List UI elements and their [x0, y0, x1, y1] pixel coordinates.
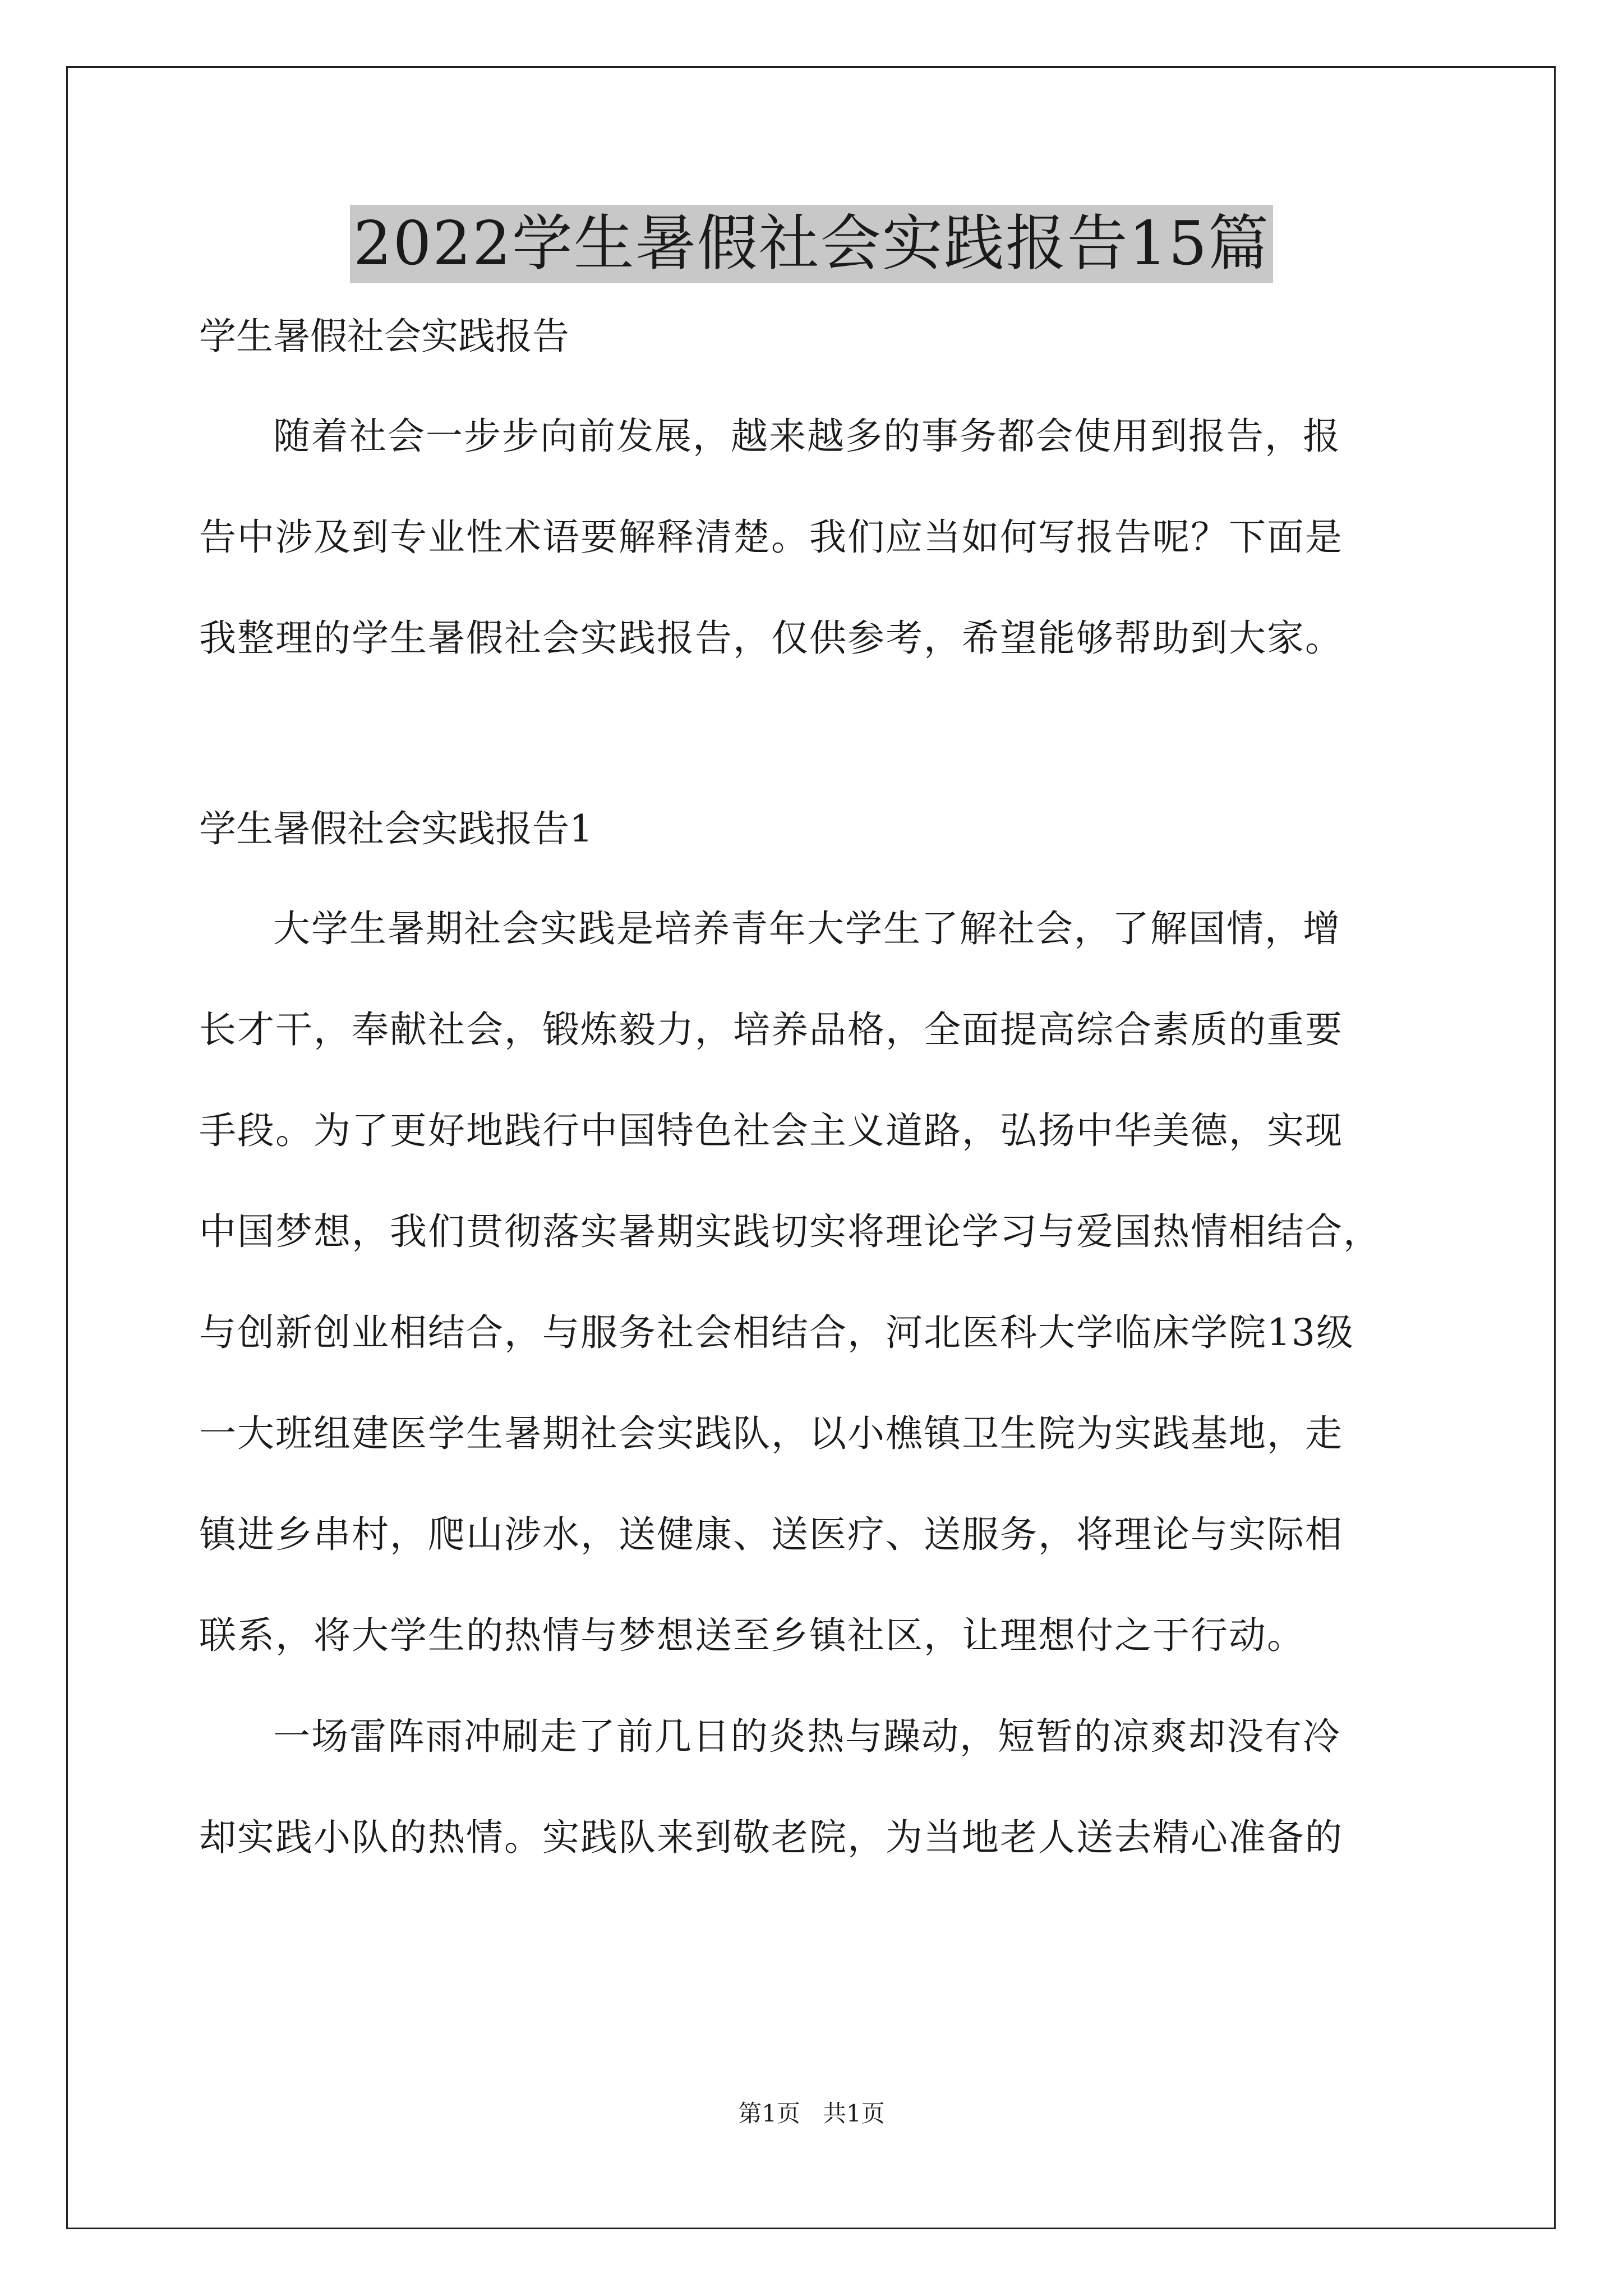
- paragraph-line: 一场雷阵雨冲刷走了前几日的炎热与躁动，短暂的凉爽却没有冷: [273, 1715, 1341, 1758]
- paragraph-line: 却实践小队的热情。实践队来到敬老院，为当地老人送去精心准备的: [199, 1816, 1343, 1859]
- paragraph-line: 长才干，奉献社会，锻炼毅力，培养品格，全面提高综合素质的重要: [199, 1008, 1343, 1051]
- section-paragraph: [199, 1686, 1433, 1888]
- intro-heading: 学生暑假社会实践报告: [199, 315, 569, 358]
- paragraph-line: 告中涉及到专业性术语要解释清楚。我们应当如何写报告呢？下面是: [199, 516, 1343, 559]
- paragraph-line: 随着社会一步步向前发展，越来越多的事务都会使用到报告，报: [273, 415, 1341, 458]
- document-body: [199, 314, 1433, 1888]
- paragraph-line: 中国梦想，我们贯彻落实暑期实践切实将理论学习与爱国热情相结合，: [199, 1210, 1381, 1253]
- paragraph-line: 与创新创业相结合，与服务社会相结合，河北医科大学临床学院13级: [199, 1311, 1354, 1354]
- paragraph-line: 一大班组建医学生暑期社会实践队，以小樵镇卫生院为实践基地，走: [199, 1412, 1343, 1455]
- section-paragraph: [199, 878, 1433, 1686]
- paragraph-line: 大学生暑期社会实践是培养青年大学生了解社会，了解国情，增: [273, 907, 1341, 950]
- document-title: 2022学生暑假社会实践报告15篇: [350, 205, 1273, 283]
- paragraph-line: 联系，将大学生的热情与梦想送至乡镇社区，让理想付之于行动。: [199, 1614, 1305, 1657]
- paragraph-line: 手段。为了更好地践行中国特色社会主义道路，弘扬中华美德，实现: [199, 1109, 1343, 1152]
- title-wrap: [0, 205, 1623, 283]
- paragraph-line: 我整理的学生暑假社会实践报告，仅供参考，希望能够帮助到大家。: [199, 616, 1343, 660]
- intro-paragraph: [199, 386, 1433, 689]
- page-footer: 第1页 共1页: [738, 2100, 885, 2127]
- paragraph-line: 镇进乡串村，爬山涉水，送健康、送医疗、送服务，将理论与实际相: [199, 1513, 1343, 1556]
- section-heading: 学生暑假社会实践报告1: [199, 807, 593, 850]
